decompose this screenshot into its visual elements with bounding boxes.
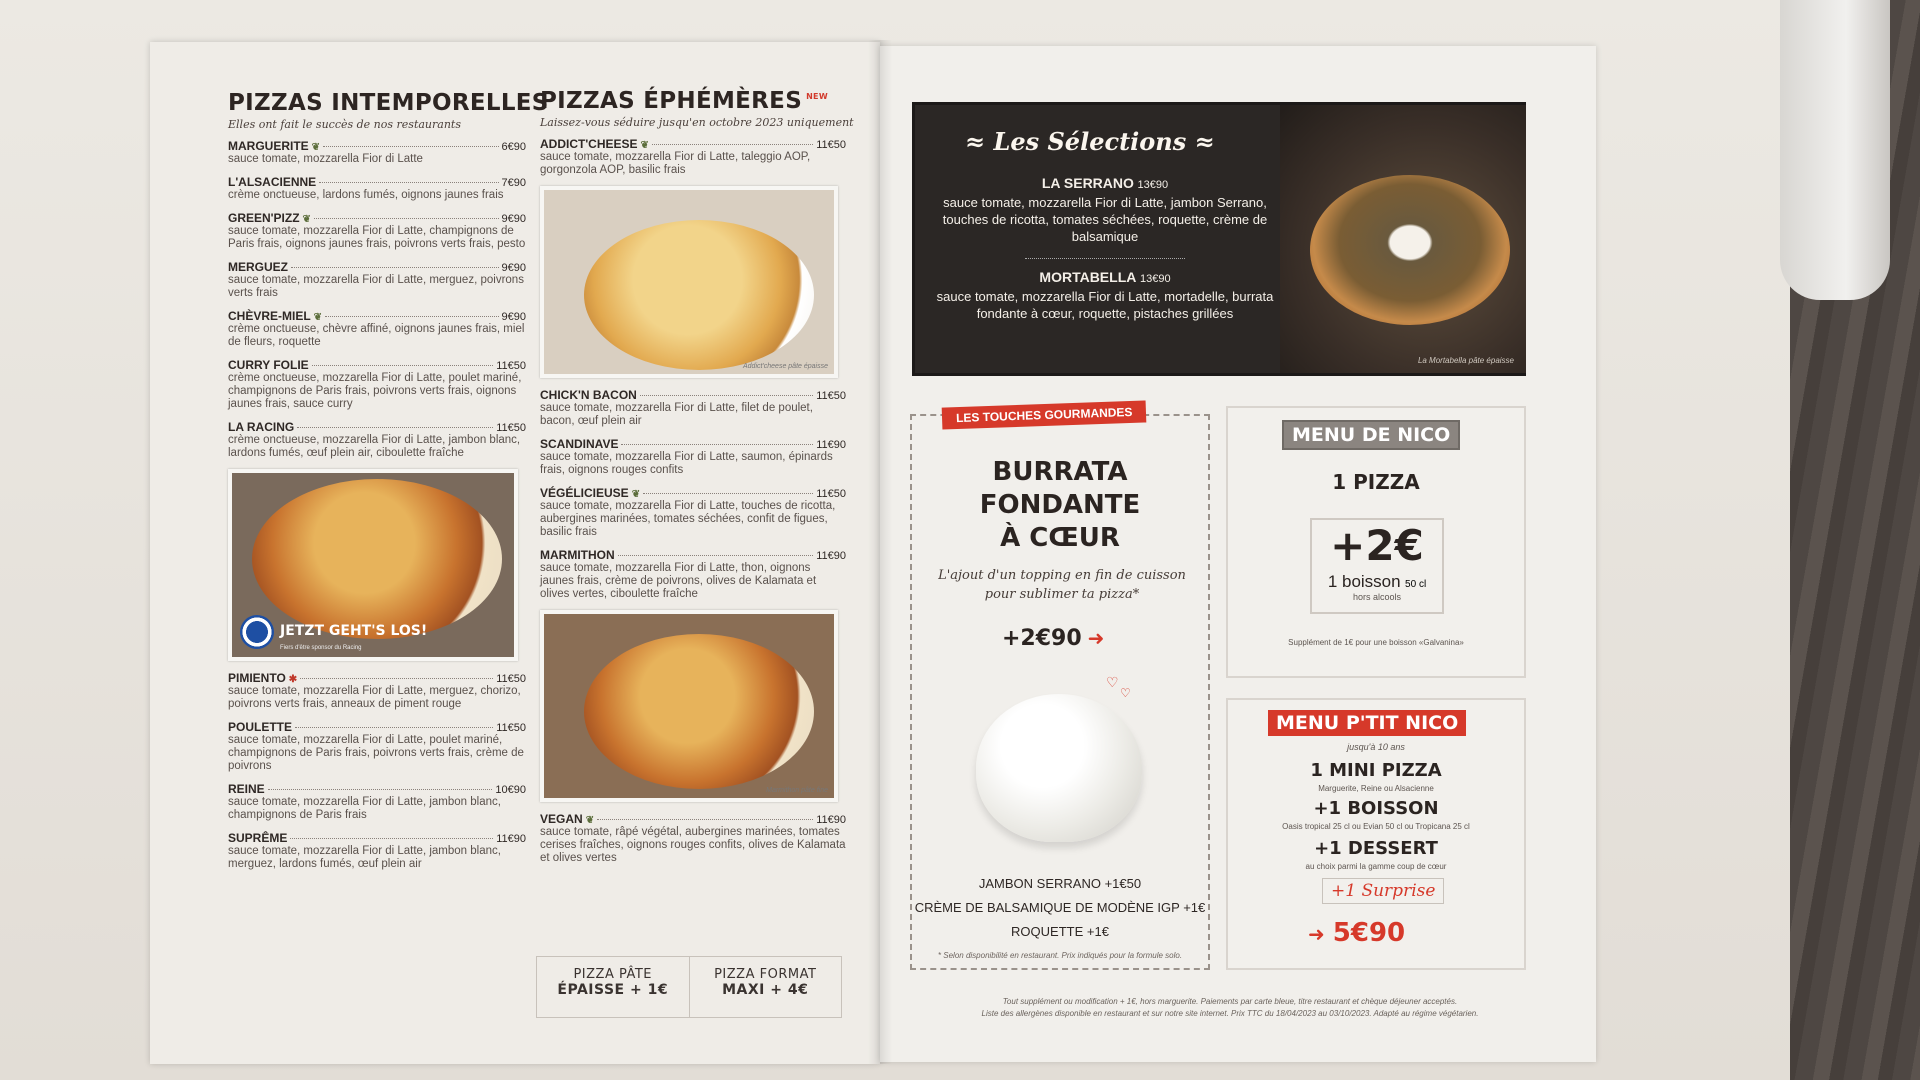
title-line: FONDANTE	[979, 490, 1141, 520]
legal-line: Tout supplément ou modification + 1€, hors marguerite. Paiements par carte bleue, titre restaurant et chèque déjeuner acceptés.	[1002, 997, 1458, 1006]
leader-dots	[319, 182, 498, 183]
chili-icon: ✱	[288, 674, 298, 685]
item-name: MORTABELLA	[1039, 269, 1137, 285]
option-thick-crust	[537, 957, 689, 1017]
option-price: ÉPAISSE + 1€	[557, 982, 669, 998]
leader-dots	[295, 727, 493, 728]
item-price: 13€90	[1139, 273, 1171, 285]
drink-volume: 50 cl	[1405, 579, 1427, 590]
item-name: SCANDINAVE	[540, 437, 619, 451]
section-title	[540, 88, 846, 114]
leader-dots	[640, 395, 813, 396]
menu-item	[540, 388, 846, 428]
arrow-icon: ➜	[1308, 922, 1325, 946]
pizza-image	[252, 479, 502, 639]
menu-item	[540, 437, 846, 477]
item-name: REINE	[228, 782, 265, 796]
item-price: 10€90	[495, 784, 526, 796]
leader-dots	[597, 819, 813, 820]
item-description: sauce tomate, mozzarella Fior di Latte, jambon blanc, champignons de Paris frais	[228, 796, 501, 821]
item-description: sauce tomate, mozzarella Fior di Latte, poulet mariné, champignons de Paris frais, poivrons verts frais, crème de poivrons	[228, 734, 524, 772]
title-line: BURRATA	[992, 457, 1128, 487]
item-name: VÉGÉLICIEUSE	[540, 486, 629, 500]
drink-label: 1 boisson	[1327, 572, 1401, 591]
leader-dots	[300, 678, 493, 679]
pizza-options	[536, 956, 842, 1018]
item-description: sauce tomate, mozzarella Fior di Latte, merguez, chorizo, poivrons verts frais, anneaux de piment rouge	[228, 685, 521, 710]
touches-gourmandes-panel	[910, 404, 1210, 970]
menu-line: 1 MINI PIZZA	[1310, 760, 1442, 781]
selection-item	[935, 269, 1275, 322]
item-name: SUPRÊME	[228, 831, 288, 845]
item-price: 11€50	[816, 488, 846, 500]
menu-item	[228, 139, 526, 166]
leader-dots	[297, 427, 493, 428]
section-badge: LES TOUCHES GOURMANDES	[942, 400, 1147, 429]
price-box	[1310, 518, 1444, 614]
topping-option: CRÈME DE BALSAMIQUE DE MODÈNE IGP +1€	[914, 900, 1206, 915]
item-description: sauce tomate, mozzarella Fior di Latte, jambon Serrano, touches de ricotta, tomates séchées, roquette, crème de balsamique	[942, 195, 1268, 244]
leader-dots	[314, 218, 499, 219]
page-fold	[868, 40, 892, 1064]
section-title-text: PIZZAS ÉPHÉMÈRES	[540, 88, 803, 114]
leader-dots	[621, 444, 813, 445]
mortabella-photo	[1280, 105, 1526, 373]
menu-item	[540, 137, 846, 177]
item-name: CHÈVRE-MIEL	[228, 309, 311, 323]
burrata-price-row	[1002, 626, 1104, 651]
item-description: crème onctueuse, mozzarella Fior di Latte, jambon blanc, lardons fumés, œuf plein air, ciboulette fraîche	[228, 434, 521, 459]
item-price: 11€50	[496, 673, 526, 685]
menu-line: +1 BOISSON	[1313, 798, 1439, 819]
item-description: sauce tomate, mozzarella Fior di Latte, saumon, épinards frais, oignons rouges confits	[540, 451, 833, 476]
leader-dots	[323, 146, 498, 147]
divider	[1025, 258, 1185, 259]
menu-de-nico-panel	[1226, 406, 1526, 678]
item-price: 11€90	[496, 833, 526, 845]
item-description: sauce tomate, mozzarella Fior di Latte, thon, oignons jaunes frais, crème de poivrons, olives de Kalamata et olives vertes, ciboulette fraîche	[540, 562, 817, 600]
column-intemporelles	[228, 90, 549, 880]
price-row	[1308, 918, 1405, 948]
addict-cheese-photo	[540, 186, 838, 378]
vegetarian-leaf-icon: ❦	[313, 312, 323, 323]
menu-item	[540, 548, 846, 601]
menu-badge: MENU DE NICO	[1282, 420, 1460, 450]
photo-caption: Marmithon pâte fine	[766, 787, 828, 794]
leader-dots	[312, 365, 494, 366]
item-description: sauce tomate, mozzarella Fior di Latte, touches de ricotta, aubergines marinées, tomates séchées, confit de figues, basilic frais	[540, 500, 836, 538]
menu-line: 1 PIZZA	[1332, 470, 1420, 494]
menu-line-note: au choix parmi la gamme coup de cœur	[1305, 862, 1447, 871]
photo-caption: La Mortabella pâte épaisse	[1417, 356, 1514, 365]
selections-panel	[912, 102, 1526, 376]
menu-item	[228, 358, 526, 411]
item-price: 9€90	[501, 262, 526, 274]
option-maxi-size	[689, 957, 842, 1017]
menu-item	[228, 211, 526, 251]
menu-item	[228, 720, 526, 773]
menu-price: +2€	[1330, 521, 1424, 570]
menu-badge: MENU P'TIT NICO	[1268, 710, 1466, 736]
new-badge: NEW	[806, 92, 828, 102]
leader-dots	[643, 493, 813, 494]
item-price: 11€90	[816, 550, 846, 562]
vegetarian-leaf-icon: ❦	[640, 140, 649, 151]
item-description: sauce tomate, mozzarella Fior di Latte, merguez, poivrons verts frais	[228, 274, 524, 299]
item-name: MERGUEZ	[228, 260, 288, 274]
title-line: À CŒUR	[1000, 523, 1120, 553]
arrow-icon: ➜	[1087, 626, 1105, 650]
menu-item	[228, 831, 526, 871]
item-name: ADDICT'CHEESE	[540, 137, 638, 151]
menu-item	[228, 309, 526, 349]
item-price: 11€90	[816, 439, 846, 451]
marmithon-photo	[540, 610, 838, 802]
item-price: 6€90	[501, 141, 526, 153]
item-name: L'ALSACIENNE	[228, 175, 317, 189]
item-price: 7€90	[501, 177, 526, 189]
item-name: MARMITHON	[540, 548, 615, 562]
item-description: sauce tomate, râpé végétal, aubergines marinées, tomates cerises fraîches, oignons rouges confits, olives de Kalamata et olives vertes	[540, 826, 846, 864]
legal-notice	[930, 996, 1530, 1020]
menu-price: 5€90	[1332, 918, 1406, 948]
item-description: sauce tomate, mozzarella Fior di Latte, filet de poulet, bacon, œuf plein air	[540, 402, 813, 427]
item-price: 13€90	[1137, 179, 1169, 191]
item-description: sauce tomate, mozzarella Fior di Latte, champignons de Paris frais, oignons jaunes frais, poivrons verts frais, pesto	[228, 225, 526, 250]
vegetarian-leaf-icon: ❦	[585, 815, 595, 826]
item-description: sauce tomate, mozzarella Fior di Latte, taleggio AOP, gorgonzola AOP, basilic frais	[540, 151, 811, 176]
menu-item	[228, 260, 526, 300]
burrata-price: +2€90	[1002, 626, 1082, 651]
item-description: sauce tomate, mozzarella Fior di Latte	[228, 153, 423, 165]
leader-dots	[290, 838, 493, 839]
surprise-label: +1 Surprise	[1322, 878, 1444, 904]
pizza-image	[584, 220, 814, 370]
item-name: LA SERRANO	[1041, 175, 1134, 191]
menu-line-note: Oasis tropical 25 cl ou Evian 50 cl ou Tropicana 25 cl	[1282, 822, 1470, 831]
burrata-image	[976, 694, 1142, 842]
heart-icon: ♡	[1120, 686, 1131, 700]
section-subtitle: Laissez-vous séduire jusqu'en octobre 2023 uniquement	[540, 116, 854, 129]
heart-icon: ♡	[1106, 674, 1119, 690]
item-description: sauce tomate, mozzarella Fior di Latte, mortadelle, burrata fondante à cœur, roquette, pistaches grillées	[936, 289, 1274, 321]
selections-title: ≈ Les Sélections ≈	[965, 127, 1215, 156]
item-description: sauce tomate, mozzarella Fior di Latte, jambon blanc, merguez, lardons fumés, œuf plein air	[228, 845, 501, 870]
leader-dots	[325, 316, 498, 317]
racing-pizza-photo	[228, 469, 518, 661]
burrata-title	[912, 456, 1208, 555]
item-name: CURRY FOLIE	[228, 358, 309, 372]
photo-caption: Addict'cheese pâte épaisse	[742, 363, 828, 370]
chair	[1780, 0, 1890, 300]
vegetarian-leaf-icon: ❦	[311, 142, 321, 153]
item-price: 11€50	[496, 360, 526, 372]
section-subtitle: Elles ont fait le succès de nos restaurants	[228, 118, 461, 131]
menu-line: +1 DESSERT	[1314, 838, 1438, 859]
age-note: jusqu'à 10 ans	[1347, 742, 1405, 752]
item-price: 11€90	[816, 814, 846, 826]
item-price: 11€50	[496, 722, 526, 734]
item-name: MARGUERITE	[228, 139, 309, 153]
racing-club-logo	[240, 615, 274, 649]
topping-option: JAMBON SERRANO +1€50	[978, 876, 1142, 891]
menu-item	[540, 486, 846, 539]
item-price: 9€90	[501, 213, 526, 225]
item-price: 9€90	[501, 311, 526, 323]
racing-sponsor-text: Fiers d'être sponsor du Racing	[280, 645, 362, 651]
leader-dots	[268, 789, 493, 790]
drink-note: hors alcools	[1352, 592, 1402, 602]
menu-ptit-nico-panel	[1226, 698, 1526, 970]
item-description: crème onctueuse, mozzarella Fior di Latte, poulet mariné, champignons de Paris frais, poivrons verts frais, oignons jaunes frais, sauce curry	[228, 372, 522, 410]
leader-dots	[618, 555, 814, 556]
burrata-tagline: L'ajout d'un topping en fin de cuisson pour sublimer ta pizza*	[938, 568, 1186, 602]
legal-line: Liste des allergènes disponible en restaurant et sur notre site internet. Prix TTC du 18/04/2023 au 03/10/2023. Adapté au régime végétarien.	[981, 1009, 1479, 1018]
menu-item	[228, 671, 526, 711]
item-price: 11€50	[496, 422, 526, 434]
column-ephemeres	[540, 88, 854, 874]
item-name: LA RACING	[228, 420, 295, 434]
selection-item	[935, 175, 1275, 245]
item-name: GREEN'PIZZ	[228, 211, 300, 225]
section-title: PIZZAS INTEMPORELLES	[228, 90, 549, 116]
item-price: 11€50	[816, 390, 846, 402]
item-name: CHICK'N BACON	[540, 388, 637, 402]
menu-item	[228, 420, 526, 460]
menu-item	[540, 812, 846, 865]
pizza-image	[584, 634, 814, 789]
leader-dots	[291, 267, 499, 268]
item-name: PIMIENTO	[228, 671, 286, 685]
item-name: VEGAN	[540, 812, 583, 826]
option-price: MAXI + 4€	[722, 982, 809, 998]
menu-line-note: Marguerite, Reine ou Alsacienne	[1318, 784, 1434, 793]
vegetarian-leaf-icon: ❦	[631, 489, 641, 500]
item-description: crème onctueuse, chèvre affiné, oignons jaunes frais, miel de fleurs, roquette	[228, 323, 525, 348]
pizza-image	[1310, 175, 1510, 325]
item-description: crème onctueuse, lardons fumés, oignons jaunes frais	[228, 189, 504, 201]
topping-option: ROQUETTE +1€	[1011, 924, 1109, 939]
option-label: PIZZA PÂTE	[573, 967, 653, 982]
leader-dots	[652, 144, 813, 145]
menu-item	[228, 175, 526, 202]
footnote: Supplément de 1€ pour une boisson «Galvanina»	[1288, 638, 1464, 647]
racing-slogan: JETZT GEHT'S LOS!	[280, 623, 428, 639]
option-label: PIZZA FORMAT	[714, 967, 817, 982]
footnote: * Selon disponibilité en restaurant. Prix indiqués pour la formule solo.	[937, 951, 1183, 960]
item-name: POULETTE	[228, 720, 293, 734]
item-price: 11€50	[816, 139, 846, 151]
vegetarian-leaf-icon: ❦	[302, 214, 311, 225]
menu-item	[228, 782, 526, 822]
